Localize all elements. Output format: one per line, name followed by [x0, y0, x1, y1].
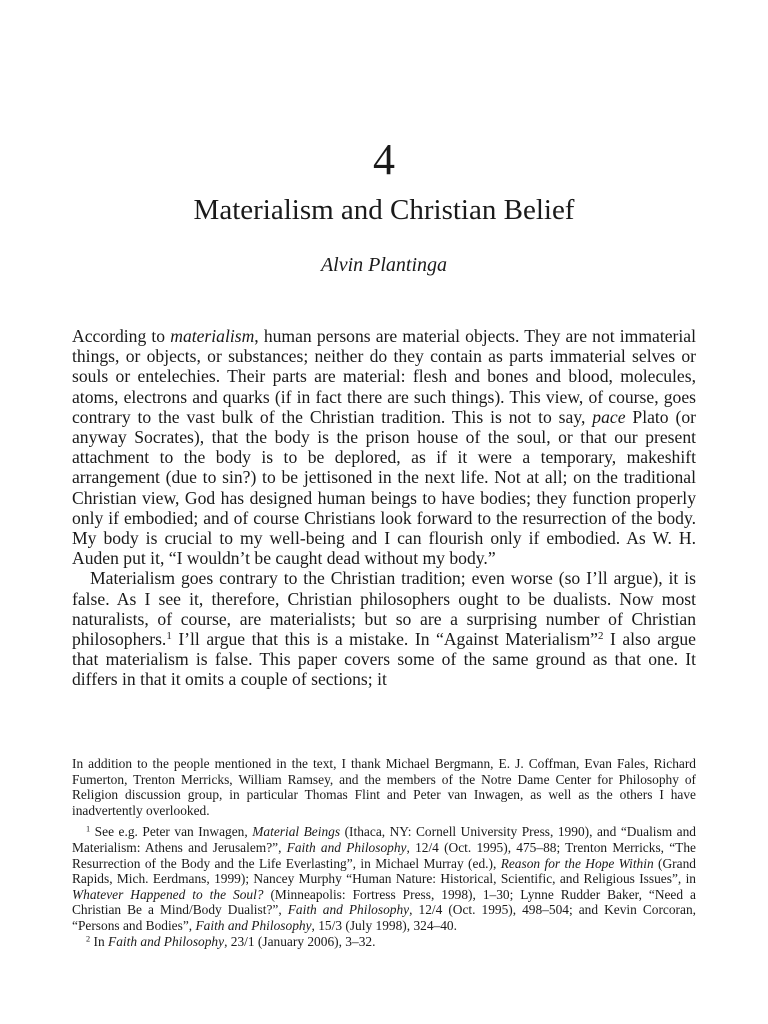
- chapter-title: Materialism and Christian Belief: [193, 194, 575, 226]
- footnote-number: 2: [86, 933, 91, 943]
- acknowledgement-note: In addition to the people mentioned in the text, I thank Michael Bergmann, E. J. Coffman, Evan Fales, Richard Fumerton, Trenton Merricks, William Ramsey, and the members of the Notre Dame Center for Philosophy of Religion discussion group, in particular Thomas Flint and Peter van Inwagen, as well as the others I have inadvertently overlooked.: [72, 756, 696, 818]
- footnote-number: 1: [86, 824, 91, 834]
- chapter-number: 4: [373, 135, 395, 184]
- work-title: Faith and Philosophy: [287, 902, 410, 918]
- footnote-ref-2[interactable]: 2: [597, 630, 604, 643]
- footnote-ref-1[interactable]: 1: [166, 630, 172, 643]
- text-run: , 12/4 (Oct. 1995), 498–504; and Kevin Corcoran, “Persons and Bodies”,: [72, 902, 697, 933]
- work-title: Faith and Philosophy: [195, 917, 312, 933]
- chapter-author: Alvin Plantinga: [320, 254, 448, 276]
- text-run: , 15/3 (July 1998), 324–40.: [311, 917, 457, 933]
- text-run: , 23/1 (January 2006), 3–32.: [224, 933, 376, 949]
- text-run: I’ll argue that this is a mistake. In “Against Materialism”: [171, 629, 598, 650]
- text-run: (Grand Rapids, Mich. Eerdmans, 1999); Nancey Murphy “Human Nature: Historical, Scientific, and Religious Issues”, in: [72, 855, 696, 887]
- text-run: (Minneapolis: Fortress Press, 1998), 1–30; Lynne Rudder Baker, “Need a Christian Be a Mind/Body Dualist?”,: [72, 886, 696, 918]
- text-run: , human persons are material objects. They are not immaterial things, or objects, or substances; neither do they contain as parts immaterial selves or souls or entelechies. Their parts are material: flesh and bones and blood, molecules, atoms, electrons and quarks (if in fact there are such things). This view, of course, goes contrary to the vast bulk of the Christian tradition. This is not to say,: [72, 326, 696, 427]
- emphasis-term: materialism: [170, 326, 255, 346]
- work-title: Material Beings: [252, 824, 341, 840]
- paragraph-2: [72, 568, 696, 689]
- main-text: [72, 326, 696, 690]
- footnote-1: [72, 824, 696, 933]
- work-title: Reason for the Hope Within: [500, 855, 654, 871]
- text-run: According to: [72, 326, 171, 346]
- text-run: See e.g. Peter van Inwagen,: [90, 824, 253, 840]
- text-run: Materialism goes contrary to the Christian tradition; even worse (so I’ll argue), it is false. As I see it, therefore, Christian philosophers ought to be dualists. Now most naturalists, of course, are materialists; but so are a surprising number of Christian philosophers.: [72, 568, 696, 650]
- footnotes: [72, 756, 696, 949]
- work-title: Faith and Philosophy: [108, 933, 225, 949]
- paragraph-1: [72, 326, 696, 568]
- text-run: I also argue that materialism is false. This paper covers some of the same ground as that one. It differs in that it omits a couple of sections; it: [72, 629, 696, 690]
- text-run: In: [90, 933, 109, 949]
- work-title: Whatever Happened to the Soul?: [72, 886, 264, 902]
- emphasis-term: pace: [592, 406, 626, 427]
- text-run: , 12/4 (Oct. 1995), 475–88; Trenton Merricks, “The Resurrection of the Body and the Life Everlasting”, in Michael Murray (ed.),: [72, 839, 696, 871]
- footnote-2: [72, 934, 696, 950]
- work-title: Faith and Philosophy: [286, 839, 407, 855]
- text-run: Plato (or anyway Socrates), that the body is the prison house of the soul, or that our present attachment to the body is to be deplored, as if it were a temporary, makeshift arrangement (due to sin?) to be jettisoned in the next life. Not at all; on the traditional Christian view, God has designed human beings to have bodies; they function properly only if embodied; and of course Christians look forward to the resurrection of the body. My body is crucial to my well-being and I can flourish only if embodied. As W. H. Auden put it, “I wouldn’t be caught dead without my body.”: [72, 406, 697, 569]
- text-run: (Ithaca, NY: Cornell University Press, 1990), and “Dualism and Materialism: Athens and Jerusalem?”,: [72, 824, 696, 855]
